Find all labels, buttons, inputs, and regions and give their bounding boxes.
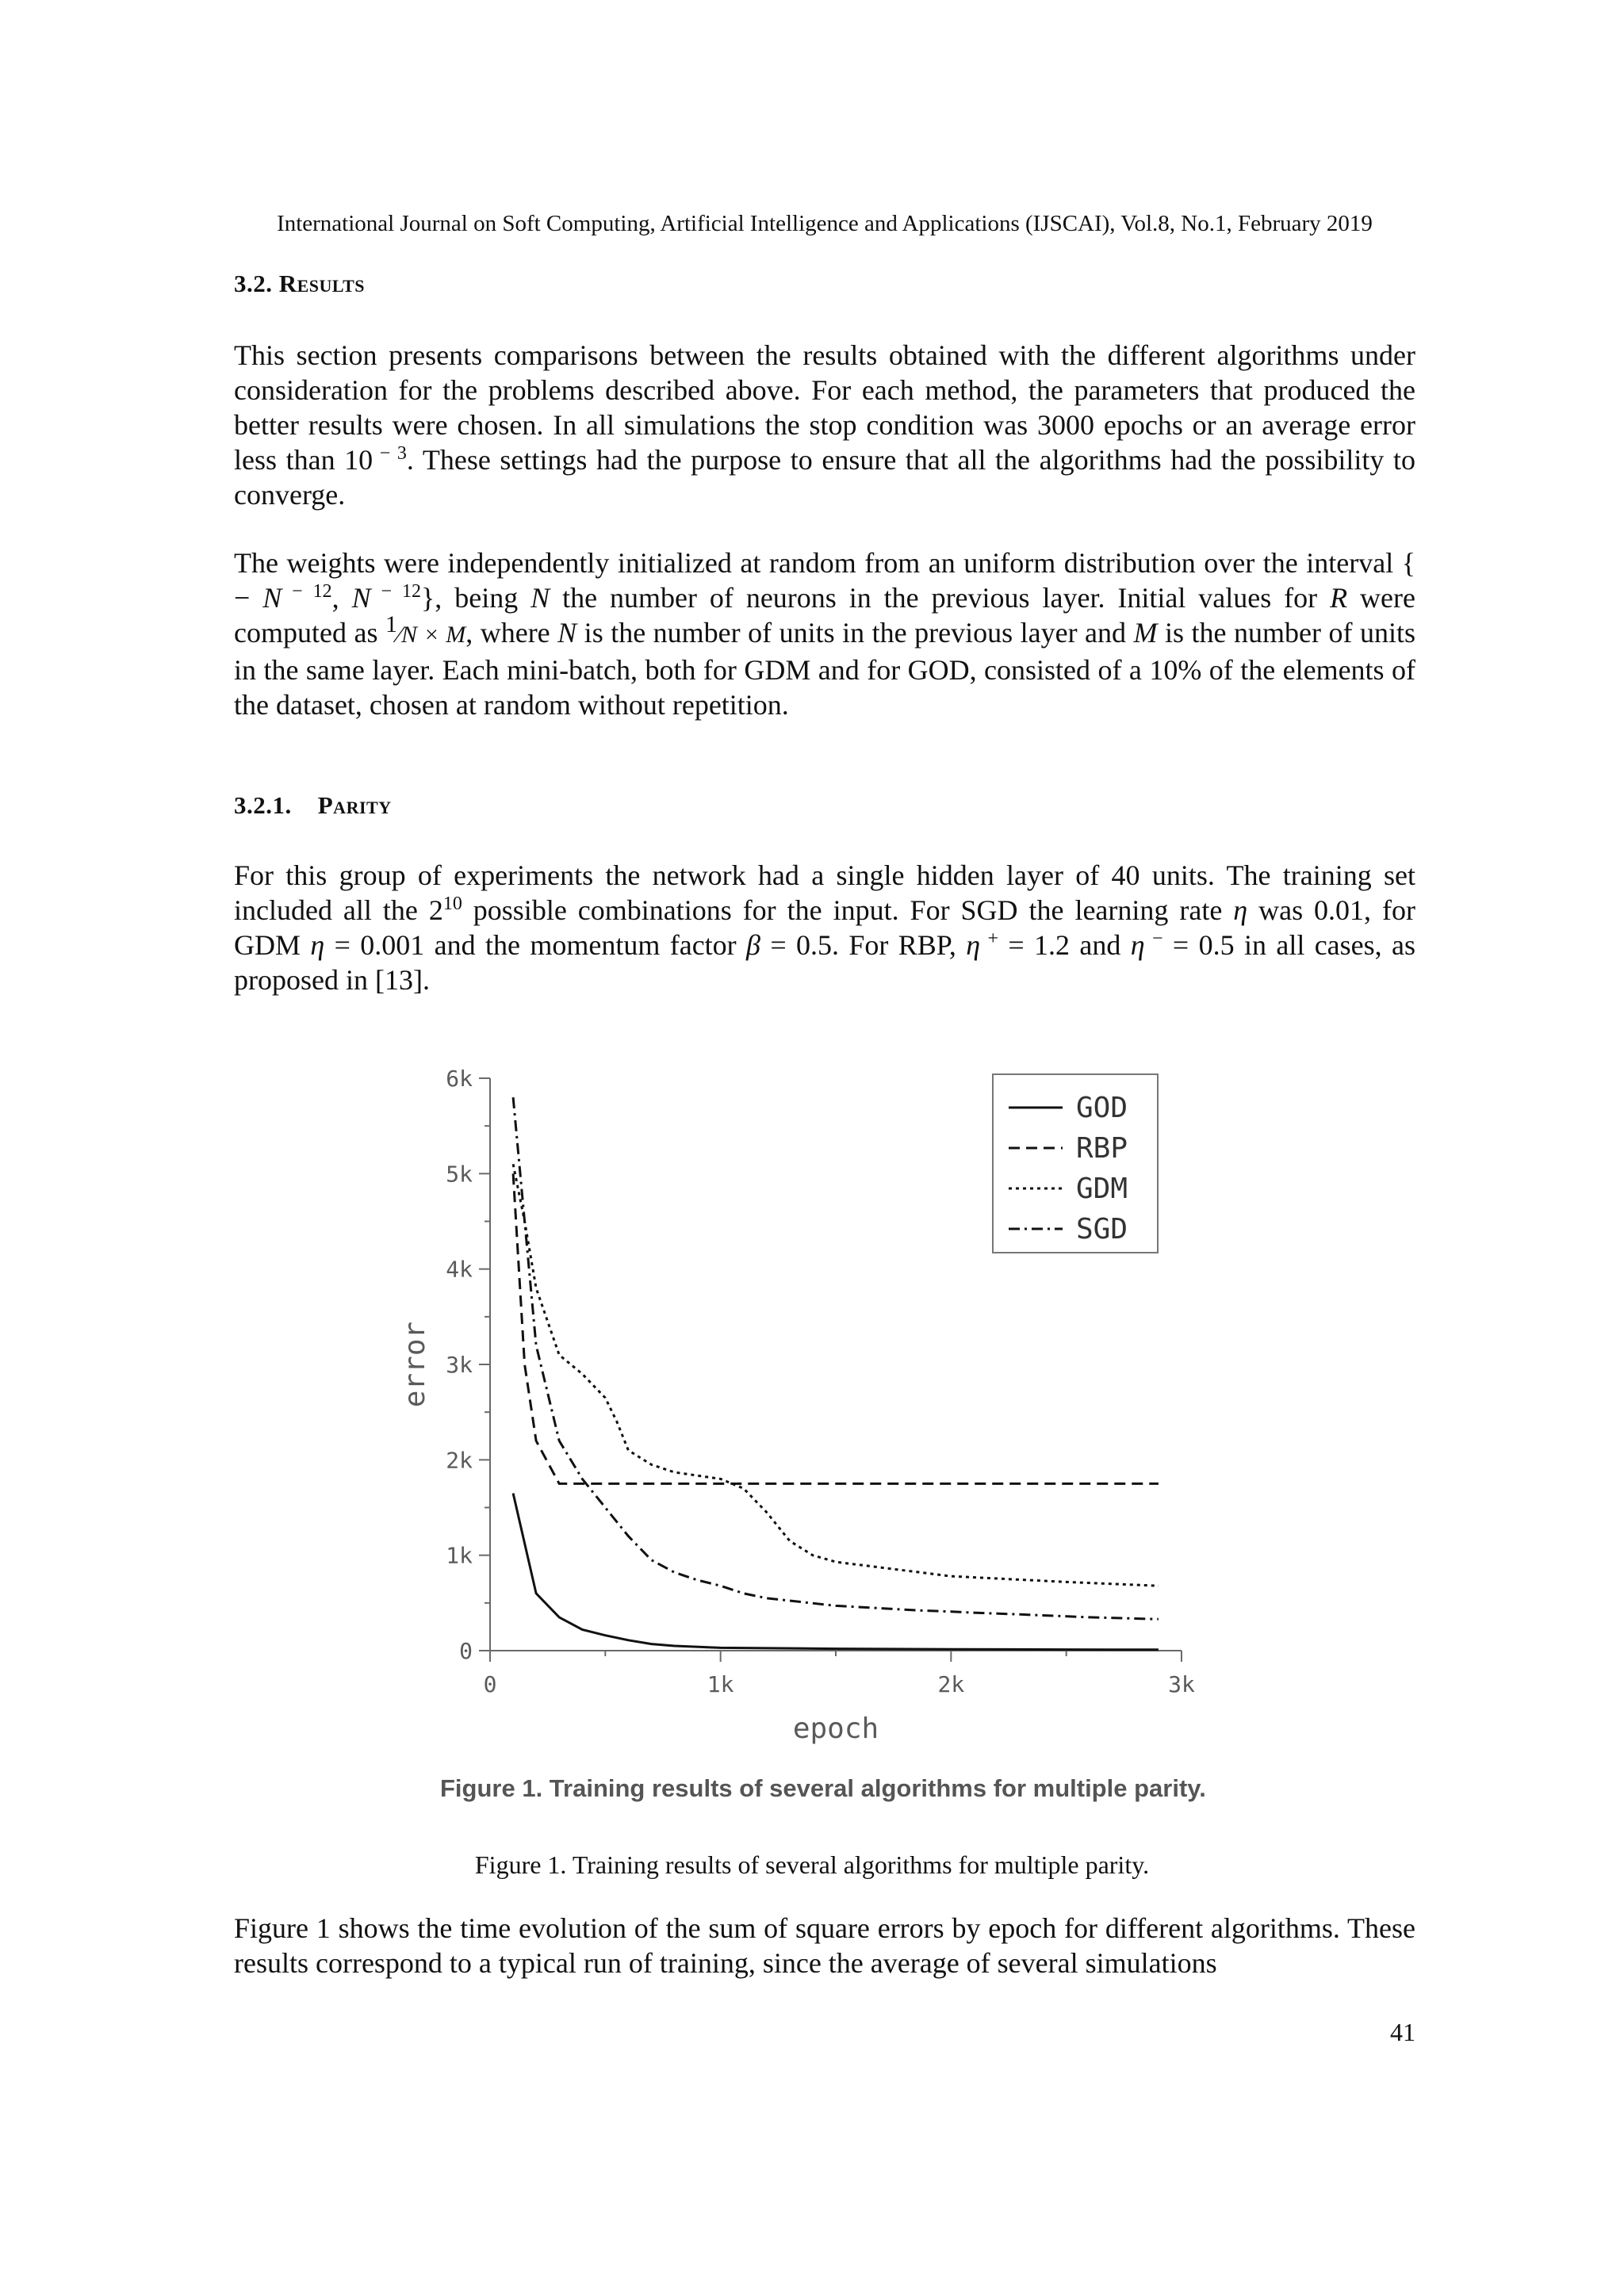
series-line-god: [513, 1494, 1159, 1650]
math-var: η: [310, 929, 325, 961]
subsection-title: Parity: [317, 791, 392, 819]
section-number: 3.2.: [234, 270, 273, 297]
x-tick-label: 2k: [937, 1671, 965, 1697]
fraction-numerator: 1: [385, 611, 397, 637]
superscript: +: [980, 928, 998, 949]
legend-label-sgd: SGD: [1076, 1213, 1128, 1246]
figure-image-caption: Figure 1. Training results of several algorithms for multiple parity.: [440, 1774, 1206, 1802]
superscript: −: [1144, 928, 1163, 949]
math-var: N: [530, 582, 550, 614]
text-run: = 1.2 and: [998, 929, 1131, 961]
y-axis-label: error: [399, 1321, 431, 1408]
x-axis-label: epoch: [792, 1712, 879, 1745]
y-tick-label: 4k: [446, 1256, 473, 1283]
figure-caption: Figure 1. Training results of several algorithms for multiple parity.: [474, 1850, 1150, 1879]
text-run: were computed as: [234, 582, 1415, 649]
y-tick-label: 2k: [446, 1447, 473, 1474]
text-run: is the number of units in the previous layer and: [576, 617, 1134, 649]
results-paragraph-1: [234, 338, 1415, 512]
text-run: This section presents comparisons between the results obtained with the different algorithms under consideration for the problems described above. For each method, the parameters that produced the better results were chosen. In all simulations the stop condition was 3000 epochs or an average error less than 10: [234, 339, 1415, 476]
math-var: η: [1233, 894, 1248, 926]
text-run: . These settings had the purpose to ensure that all the algorithms had the possibility to converge.: [234, 444, 1416, 511]
training-error-chart: [389, 1050, 1229, 1796]
subsection-heading: [234, 791, 392, 820]
text-run: possible combinations for the input. For SGD the learning rate: [462, 894, 1234, 926]
math-var: η: [966, 929, 981, 961]
text-run: For this group of experiments the network had a single hidden layer of 40 units. The training set included all the 2: [234, 859, 1415, 926]
page-number: 41: [1390, 2018, 1415, 2046]
legend-label-rbp: RBP: [1076, 1132, 1128, 1165]
y-tick-label: 5k: [446, 1161, 473, 1188]
text-run: The weights were independently initialized at random from an uniform distribution over the interval { −: [234, 547, 1415, 614]
y-tick-label: 1k: [446, 1542, 473, 1569]
text-run: is the number of units in the same layer. Each mini-batch, both for GDM and for GOD, consisted of a 10% of the elements of the dataset, chosen at random without repetition.: [234, 617, 1415, 721]
subsection-number: 3.2.1.: [234, 791, 292, 819]
legend-label-gdm: GDM: [1076, 1173, 1128, 1205]
y-tick-label: 0: [459, 1638, 473, 1664]
results-paragraph-2: [234, 545, 1415, 722]
superscript: − 12: [370, 581, 422, 602]
legend-box: [993, 1074, 1158, 1253]
fraction-denominator: ⁄N × M: [396, 622, 466, 648]
math-var: β: [746, 929, 760, 961]
text-run: , where: [465, 617, 558, 649]
superscript: − 12: [282, 581, 332, 602]
x-tick-label: 3k: [1168, 1671, 1195, 1697]
text-run: the number of neurons in the previous layer. Initial values for: [550, 582, 1331, 614]
legend-label-god: GOD: [1076, 1092, 1128, 1124]
section-heading: [234, 270, 365, 298]
math-var: N: [262, 582, 282, 614]
text-run: }, being: [421, 582, 531, 614]
parity-paragraph: [234, 858, 1415, 997]
math-var: M: [1133, 617, 1158, 649]
superscript: − 3: [373, 443, 407, 464]
x-tick-label: 1k: [707, 1671, 734, 1697]
math-var: η: [1130, 929, 1145, 961]
math-var: R: [1330, 582, 1348, 614]
math-var: N: [557, 617, 577, 649]
math-var: N: [351, 582, 371, 614]
text-run: was 0.01, for GDM: [234, 894, 1415, 961]
after-figure-paragraph: [234, 1911, 1415, 1980]
text-run: = 0.001 and the momentum factor: [324, 929, 747, 961]
journal-header: International Journal on Soft Computing, Artificial Intelligence and Applications (IJSCAI), Vol.8, No.1, February 2019: [277, 211, 1373, 236]
text-run: = 0.5. For RBP,: [760, 929, 967, 961]
x-tick-label: 0: [483, 1671, 497, 1697]
y-tick-label: 6k: [446, 1066, 473, 1092]
text-run: ,: [331, 582, 352, 614]
text-run: = 0.5 in all cases, as proposed in [13].: [234, 929, 1416, 996]
section-title: Results: [278, 270, 365, 297]
text-run: Figure 1 shows the time evolution of the sum of square errors by epoch for different algorithms. These results correspond to a typical run of training, since the average of several simulations: [234, 1912, 1415, 1979]
y-tick-label: 3k: [446, 1352, 473, 1378]
superscript: 10: [442, 894, 462, 914]
